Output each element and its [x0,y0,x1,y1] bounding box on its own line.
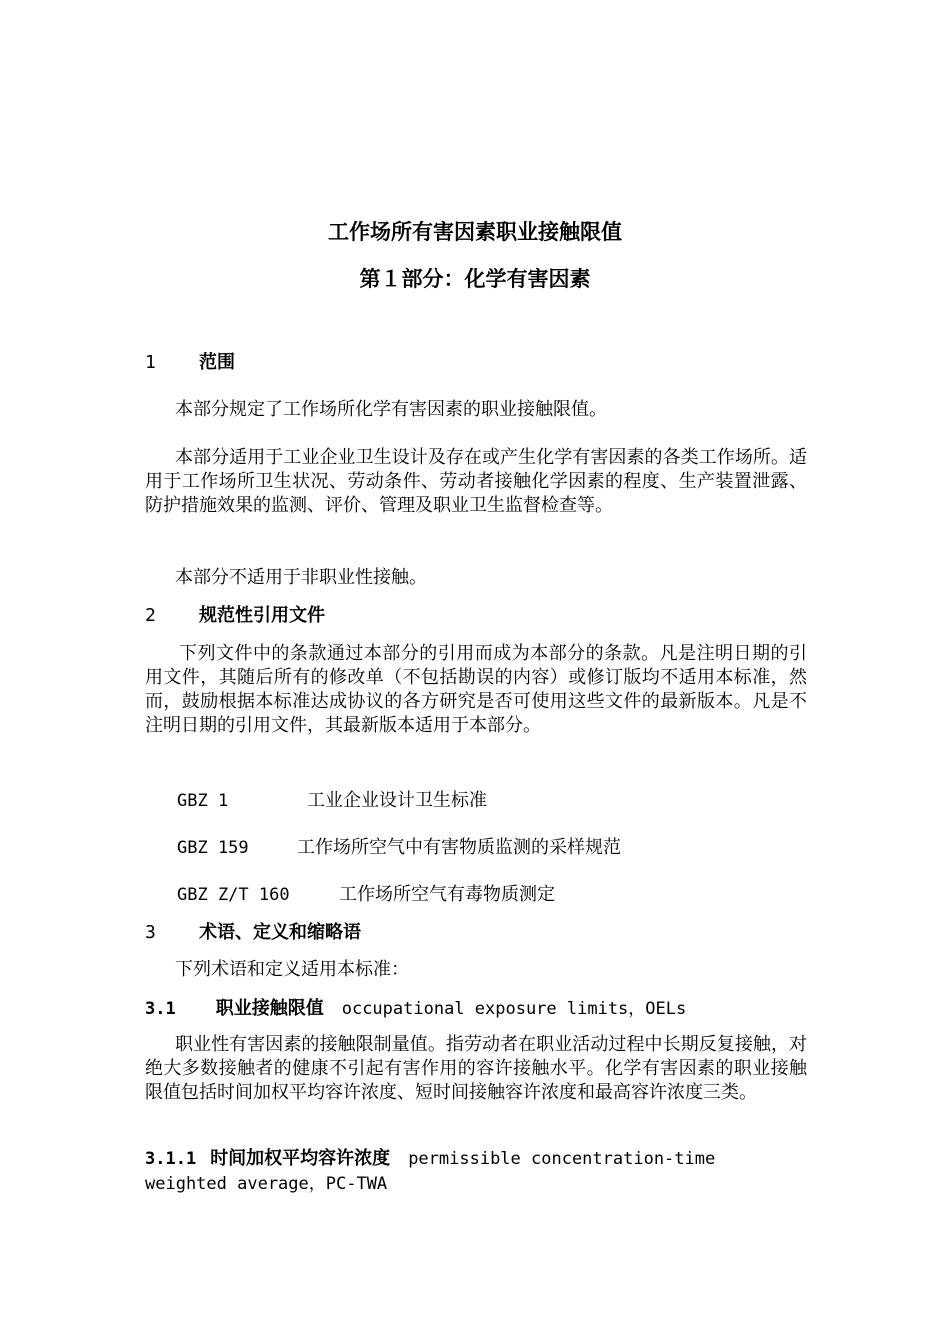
paragraph: 本部分不适用于非职业性接触。 [175,567,427,588]
reference-item [177,883,555,907]
reference-title: 工作场所空气有毒物质测定 [339,884,555,905]
section-3-heading [145,921,361,945]
document-title: 工作场所有害因素职业接触限值 [328,220,622,244]
reference-item [177,789,487,813]
reference-code: GBZ Z/T 160 [177,885,290,905]
reference-item [177,836,621,860]
definition-term-en: occupational exposure limits，OELs [341,999,687,1019]
definition-term-zh: 职业接触限值 [215,998,324,1019]
section-number: 3 [145,922,156,943]
paragraph: 下列术语和定义适用本标准： [175,959,409,980]
reference-title: 工业企业设计卫生标准 [307,790,487,811]
section-number: 1 [145,352,156,373]
section-number: 2 [145,605,156,626]
definition-term-en: permissible concentration-time weighted average，PC-TWA [145,1149,716,1194]
reference-title: 工作场所空气中有害物质监测的采样规范 [297,837,621,858]
section-2-heading [145,604,325,628]
definition-3-1-1-heading [145,1146,807,1197]
definition-number: 3.1 [145,999,176,1019]
section-1-heading [145,351,235,375]
reference-code: GBZ 159 [177,838,249,858]
paragraph: 下列文件中的条款通过本部分的引用而成为本部分的条款。凡是注明日期的引用文件，其随后所有的修改单（不包括勘误的内容）或修订版均不适用本标准，然而，鼓励根据本标准达成协议的各方研究是否可使用这些文件的最新版本。凡是不注明日期的引用文件，其最新版本适用于本部分。 [145,643,807,736]
section-title: 范围 [199,352,235,373]
definition-3-1-heading [145,996,807,1022]
section-title: 规范性引用文件 [199,605,325,626]
paragraph: 本部分适用于工业企业卫生设计及存在或产生化学有害因素的各类工作场所。适用于工作场所卫生状况、劳动条件、劳动者接触化学因素的程度、生产装置泄露、防护措施效果的监测、评价、管理及职业卫生监督检查等。 [145,447,807,516]
document-subtitle: 第１部分：化学有害因素 [359,267,591,291]
paragraph: 本部分规定了工作场所化学有害因素的职业接触限值。 [175,399,607,420]
definition-body: 职业性有害因素的接触限制量值。指劳动者在职业活动过程中长期反复接触，对绝大多数接触者的健康不引起有害作用的容许接触水平。化学有害因素的职业接触限值包括时间加权平均容许浓度、短时间接触容许浓度和最高容许浓度三类。 [145,1034,807,1103]
definition-term-zh: 时间加权平均容许浓度 [210,1148,391,1169]
definition-number: 3.1.1 [145,1149,197,1169]
reference-code: GBZ 1 [177,791,229,811]
section-title: 术语、定义和缩略语 [199,922,361,943]
